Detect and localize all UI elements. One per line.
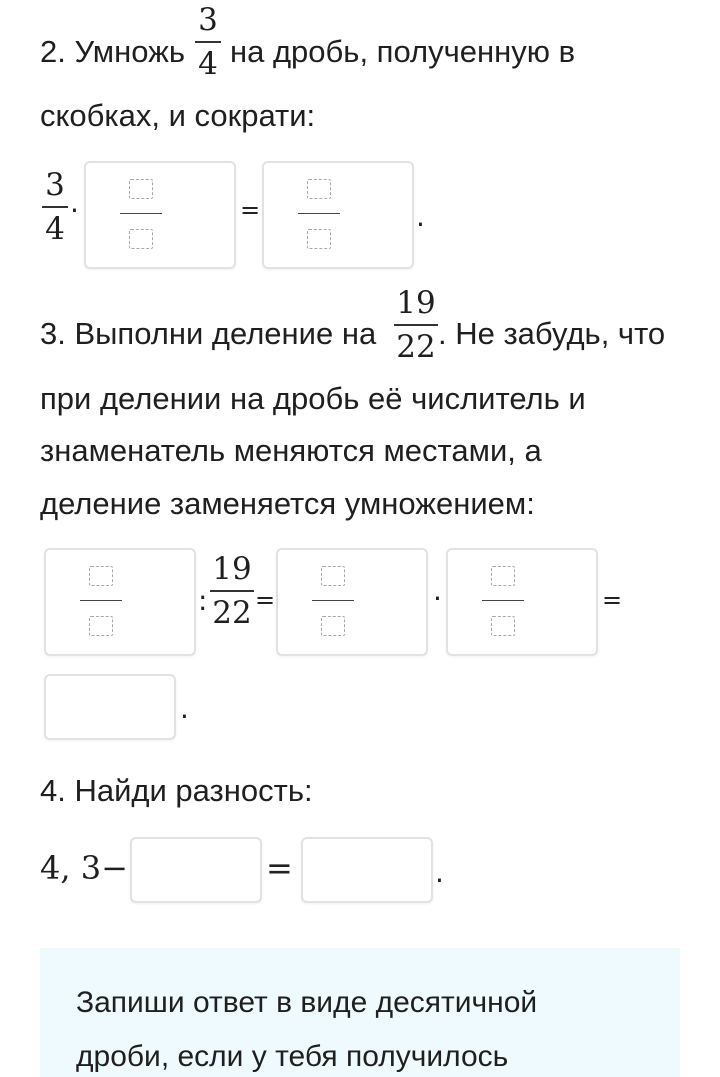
- division-sign: :: [198, 584, 208, 617]
- fraction-input-box[interactable]: [276, 548, 428, 656]
- hint-line1: Запиши ответ в виде десятичной: [76, 986, 538, 1019]
- task2-line2: скобках, и сократи:: [40, 98, 316, 133]
- fraction-bar: [482, 600, 524, 601]
- task4-title: 4. Найди разность:: [40, 773, 313, 808]
- task2-prefix: 2. Умножь: [40, 34, 185, 69]
- task2-fraction: [195, 2, 221, 82]
- task3-line4: деление заменяется умножением:: [40, 486, 535, 521]
- fraction-denominator: 4: [45, 211, 65, 247]
- denominator-input[interactable]: [307, 229, 331, 249]
- equals-sign: =: [255, 586, 276, 614]
- answer-input-box[interactable]: [44, 674, 176, 740]
- fraction-denominator: 22: [212, 595, 252, 631]
- task3-expr-fraction: [210, 551, 254, 631]
- minuend-input-box[interactable]: [130, 837, 262, 903]
- fraction-bar: [394, 324, 438, 326]
- denominator-input[interactable]: [491, 616, 515, 636]
- task3-fraction: [394, 285, 438, 365]
- numerator-input[interactable]: [321, 566, 345, 586]
- fraction-bar: [80, 600, 122, 601]
- denominator-input[interactable]: [321, 616, 345, 636]
- task3-line2: при делении на дробь её числитель и: [40, 381, 586, 416]
- task3-suffix: . Не забудь, что: [438, 316, 666, 351]
- task4-expression: 4, 3−: [40, 849, 128, 887]
- fraction-input-box[interactable]: [84, 161, 236, 269]
- hint-panel: [40, 948, 680, 1077]
- fraction-numerator: 19: [212, 551, 252, 587]
- fraction-numerator: 3: [198, 2, 218, 38]
- fraction-input-box[interactable]: [262, 161, 414, 269]
- denominator-input[interactable]: [129, 229, 153, 249]
- fraction-bar: [298, 213, 340, 214]
- task3-prefix: 3. Выполни деление на: [40, 316, 377, 351]
- period: .: [416, 200, 425, 233]
- hint-line2: дроби, если у тебя получилось: [76, 1040, 509, 1073]
- fraction-numerator: 3: [45, 167, 65, 203]
- multiply-sign: ·: [70, 194, 79, 227]
- equals-sign: =: [266, 849, 293, 887]
- fraction-denominator: 22: [396, 329, 436, 365]
- period: .: [435, 856, 444, 889]
- fraction-bar: [120, 213, 162, 214]
- numerator-input[interactable]: [491, 566, 515, 586]
- numerator-input[interactable]: [307, 179, 331, 199]
- fraction-bar: [195, 41, 221, 43]
- numerator-input[interactable]: [89, 566, 113, 586]
- equals-sign: =: [602, 586, 623, 614]
- denominator-input[interactable]: [89, 616, 113, 636]
- numerator-input[interactable]: [129, 179, 153, 199]
- fraction-bar: [210, 590, 254, 592]
- result-input-box[interactable]: [301, 837, 433, 903]
- fraction-denominator: 4: [198, 46, 218, 82]
- task3-line3: знаменатель меняются местами, а: [40, 433, 542, 468]
- fraction-bar: [42, 206, 68, 208]
- fraction-bar: [312, 600, 354, 601]
- task2-suffix: на дробь, полученную в: [230, 34, 576, 69]
- task2-expr-fraction: [42, 167, 68, 247]
- fraction-input-box[interactable]: [44, 548, 196, 656]
- equals-sign: =: [240, 196, 261, 224]
- fraction-numerator: 19: [396, 285, 436, 321]
- period: .: [180, 692, 189, 725]
- fraction-input-box[interactable]: [446, 548, 598, 656]
- multiply-sign: ·: [433, 582, 442, 615]
